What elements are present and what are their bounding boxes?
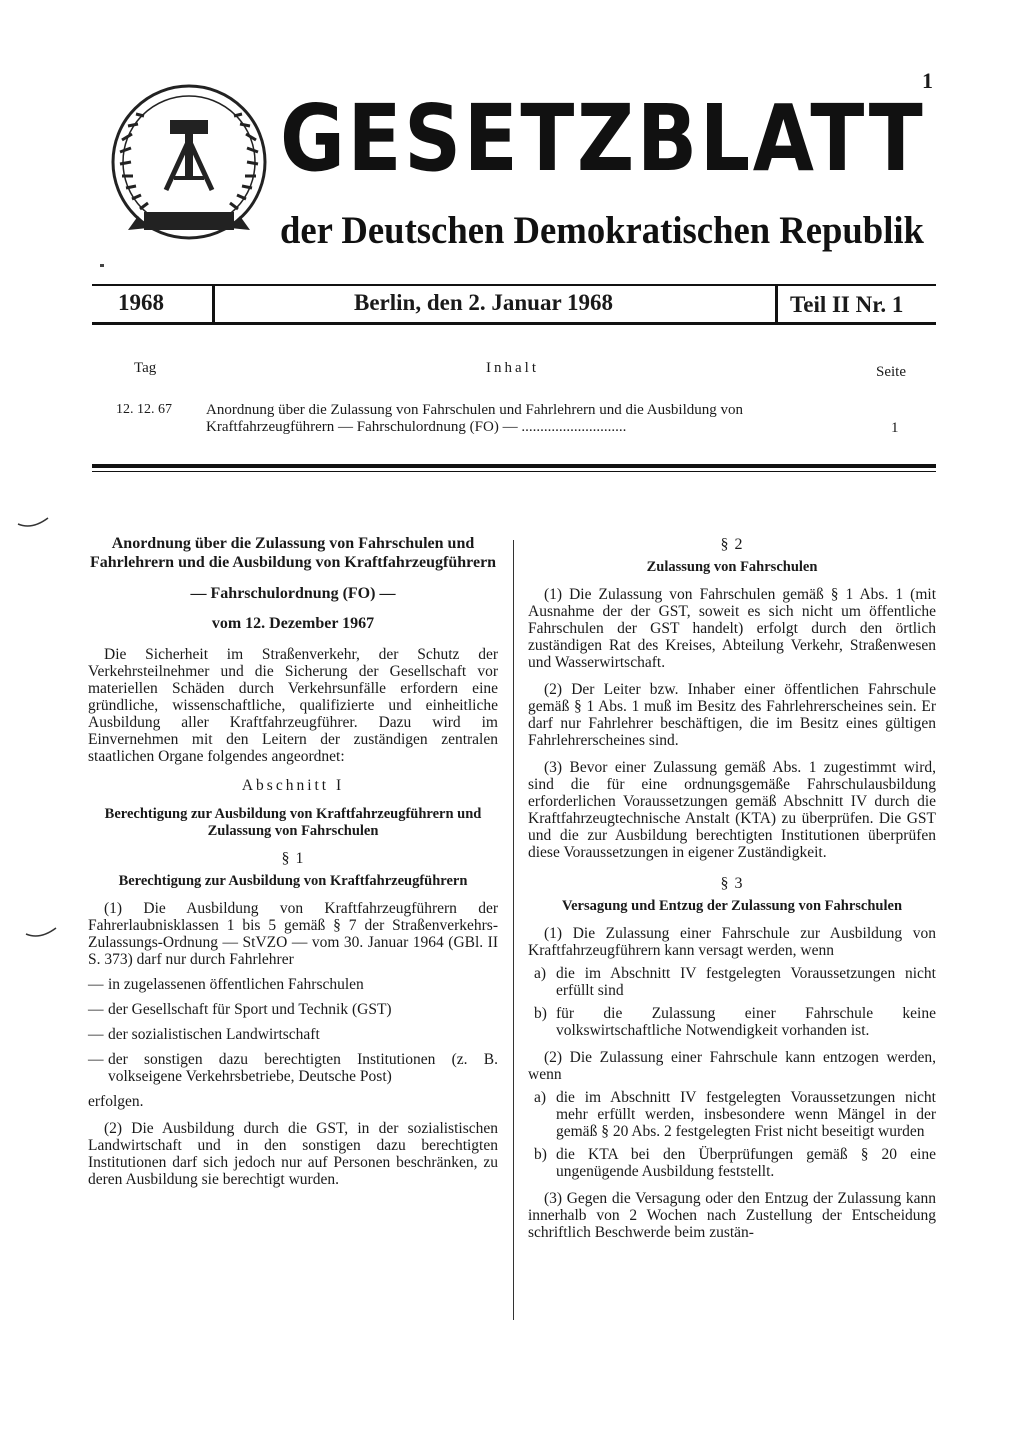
right-column [528,536,936,1241]
list-item-marker: b) [534,1146,547,1163]
section-title: Berechtigung zur Ausbildung von Kraftfahrzeugführern und Zulassung von Fahrschulen [104,806,482,839]
paragraph-3-title: Versagung und Entzug der Zulassung von Fahrschulen [561,898,903,914]
column-separator [513,540,514,1320]
paragraph-1-closing: erfolgen. [88,1093,144,1110]
list-item-text: der sozialistischen Landwirtschaft [108,1026,320,1043]
issue-year: 1968 [118,290,164,315]
margin-mark [16,516,50,530]
issue-bar-top-rule [92,284,936,286]
paragraph-1-title: Berechtigung zur Ausbildung von Kraftfahrzeugführern [118,873,468,889]
contents-rule-thick [92,464,936,468]
margin-mark [24,926,58,940]
list-item-marker: a) [534,965,547,982]
contents-title-header: Inhalt [486,360,539,376]
list-item-text: der sonstigen dazu berechtigten Institutionen (z. B. volkseigene Verkehrsbetriebe, Deutsche Post) [108,1051,498,1085]
masthead-subtitle: der Deutschen Demokratischen Republik [280,209,924,252]
list-item: — der sonstigen dazu berechtigten Institutionen (z. B. volkseigene Verkehrsbetriebe, Deutsche Post) [88,1051,498,1085]
list-item-text: die KTA bei den Überprüfungen gemäß § 20 eine ungenügende Ausbildung feststellt. [556,1146,936,1180]
ordinance-date: vom 12. Dezember 1967 [211,615,375,632]
paragraph-2-clause-1: (1) Die Zulassung von Fahrschulen gemäß § 1 Abs. 1 (mit Ausnahme der der GST, soweit es sich nicht um öffentliche Fahrschulen der GST handelt) erfolgt durch den örtlich zuständigen Rat des Kreises, Abteilung Verkehr, Straßenwesen und Wasserwirtschaft. [528,586,936,671]
preamble: Die Sicherheit im Straßenverkehr, der Schutz der Verkehrsteilnehmer und die Sicherung der Gesellschaft vor materiellen Schäden durch Verkehrsunfälle erfordern eine gründliche, wissenschaftliche, qualifizierte und einheitliche Ausbildung aller Kraftfahrzeugführer. Dazu wird im Einvernehmen mit den Leitern der zuständigen zentralen staatlichen Organe folgendes angeordnet: [88,646,498,765]
list-item-marker: b) [534,1005,547,1022]
list-item-text: die im Abschnitt IV festgelegten Voraussetzungen nicht mehr erfüllt werden, insbesondere wenn Mängel in der gemäß § 20 Abs. 2 festgelegten Frist nicht beseitigt wurden [556,1089,936,1140]
list-item-text: für die Zulassung einer Fahrschule keine volkswirtschaftliche Notwendigkeit vorhanden ist. [556,1005,936,1039]
issue-bar-divider [775,284,778,324]
issue-part-number: Teil II Nr. 1 [790,292,904,317]
paragraph-2-clause-2: (2) Der Leiter bzw. Inhaber einer öffentlichen Fahrschule gemäß § 1 Abs. 1 muß im Besitz des Fahrlehrerscheines sein. Er darf nur Fahrlehrer beschäftigen, die im Besitz eines gültigen Fahrlehrerscheines sind. [528,681,936,749]
paragraph-1-label: § 1 [281,850,305,867]
contents-entry-page: 1 [891,420,899,436]
paragraph-3-label: § 3 [720,875,744,892]
list-item-text: der Gesellschaft für Sport und Technik (GST) [108,1001,392,1018]
paragraph-1-clause-2: (2) Die Ausbildung durch die GST, in der sozialistischen Landwirtschaft und in den sonstigen dazu berechtigten Institutionen darf sich jedoch nur auf Personen beschränken, zu deren Ausbildung sie berechtigt wurden. [88,1120,498,1188]
paragraph-2-label: § 2 [720,536,744,553]
list-item [534,1146,936,1180]
paragraph-1-clause-1: (1) Die Ausbildung von Kraftfahrzeugführern der Fahrerlaubnisklassen 1 bis 5 gemäß § 7 der Straßenverkehrs-Zulassungs-Ordnung — StVZO — vom 30. Januar 1964 (GBl. II S. 373) darf nur durch Fahrlehrer [88,900,498,968]
list-item [534,1005,936,1039]
ordinance-short-title: — Fahrschulordnung (FO) — [190,585,396,602]
paragraph-2-title: Zulassung von Fahrschulen [646,559,818,575]
contents-page-header: Seite [876,364,906,380]
masthead-title: GESETZBLATT [280,85,926,192]
paragraph-3-clause-2: (2) Die Zulassung einer Fahrschule kann entzogen werden, wenn [528,1049,936,1083]
section-label: Abschnitt I [241,777,345,794]
issue-date: Berlin, den 2. Januar 1968 [354,290,613,315]
paragraph-3-clause-3: (3) Gegen die Versagung oder den Entzug der Zulassung kann innerhalb von 2 Wochen nach Zustellung der Entscheidung schriftlich Beschwerde beim zustän- [528,1190,936,1241]
issue-bar-divider [212,284,215,324]
paragraph-2-clause-3: (3) Bevor einer Zulassung gemäß Abs. 1 zugestimmt wird, sind die für eine ordnungsgemäße Fahrschulausbildung erforderlichen Voraussetzungen gemäß Abschnitt IV durch die Kraftfahrzeugtechnische Anstalt (KTA) zu überprüfen. Die GST und die zur Ausbildung berechtigten Institutionen überprüfen diese Voraussetzungen in eigener Zuständigkeit. [528,759,936,861]
contents-rule-thin [92,471,936,472]
paragraph-3-clause-1: (1) Die Zulassung einer Fahrschule zur Ausbildung von Kraftfahrzeugführern kann versagt werden, wenn [528,925,936,959]
contents-entry-date: 12. 12. 67 [116,402,172,417]
contents-entry-title: Anordnung über die Zulassung von Fahrschulen und Fahrlehrern und die Ausbildung von Kraftfahrzeugführern — Fahrschulordnung (FO) — ............................ [206,402,744,435]
list-item: — in zugelassenen öffentlichen Fahrschulen [88,976,498,993]
left-column [88,534,498,1188]
list-item-text: die im Abschnitt IV festgelegten Voraussetzungen nicht erfüllt sind [556,965,936,999]
list-item: — der sozialistischen Landwirtschaft [88,1026,498,1043]
issue-bar-bottom-rule [92,322,936,325]
contents-date-header: Tag [134,360,157,376]
list-item-marker: a) [534,1089,547,1106]
page-number: 1 [922,68,933,93]
ordinance-title: Anordnung über die Zulassung von Fahrschulen und Fahrlehrern und die Ausbildung von Kraftfahrzeugführern [89,535,497,571]
list-item: — der Gesellschaft für Sport und Technik (GST) [88,1001,498,1018]
list-item [534,965,936,999]
list-item-text: in zugelassenen öffentlichen Fahrschulen [108,976,364,993]
list-item [534,1089,936,1140]
state-emblem-icon [108,80,270,250]
print-speck [100,264,104,267]
